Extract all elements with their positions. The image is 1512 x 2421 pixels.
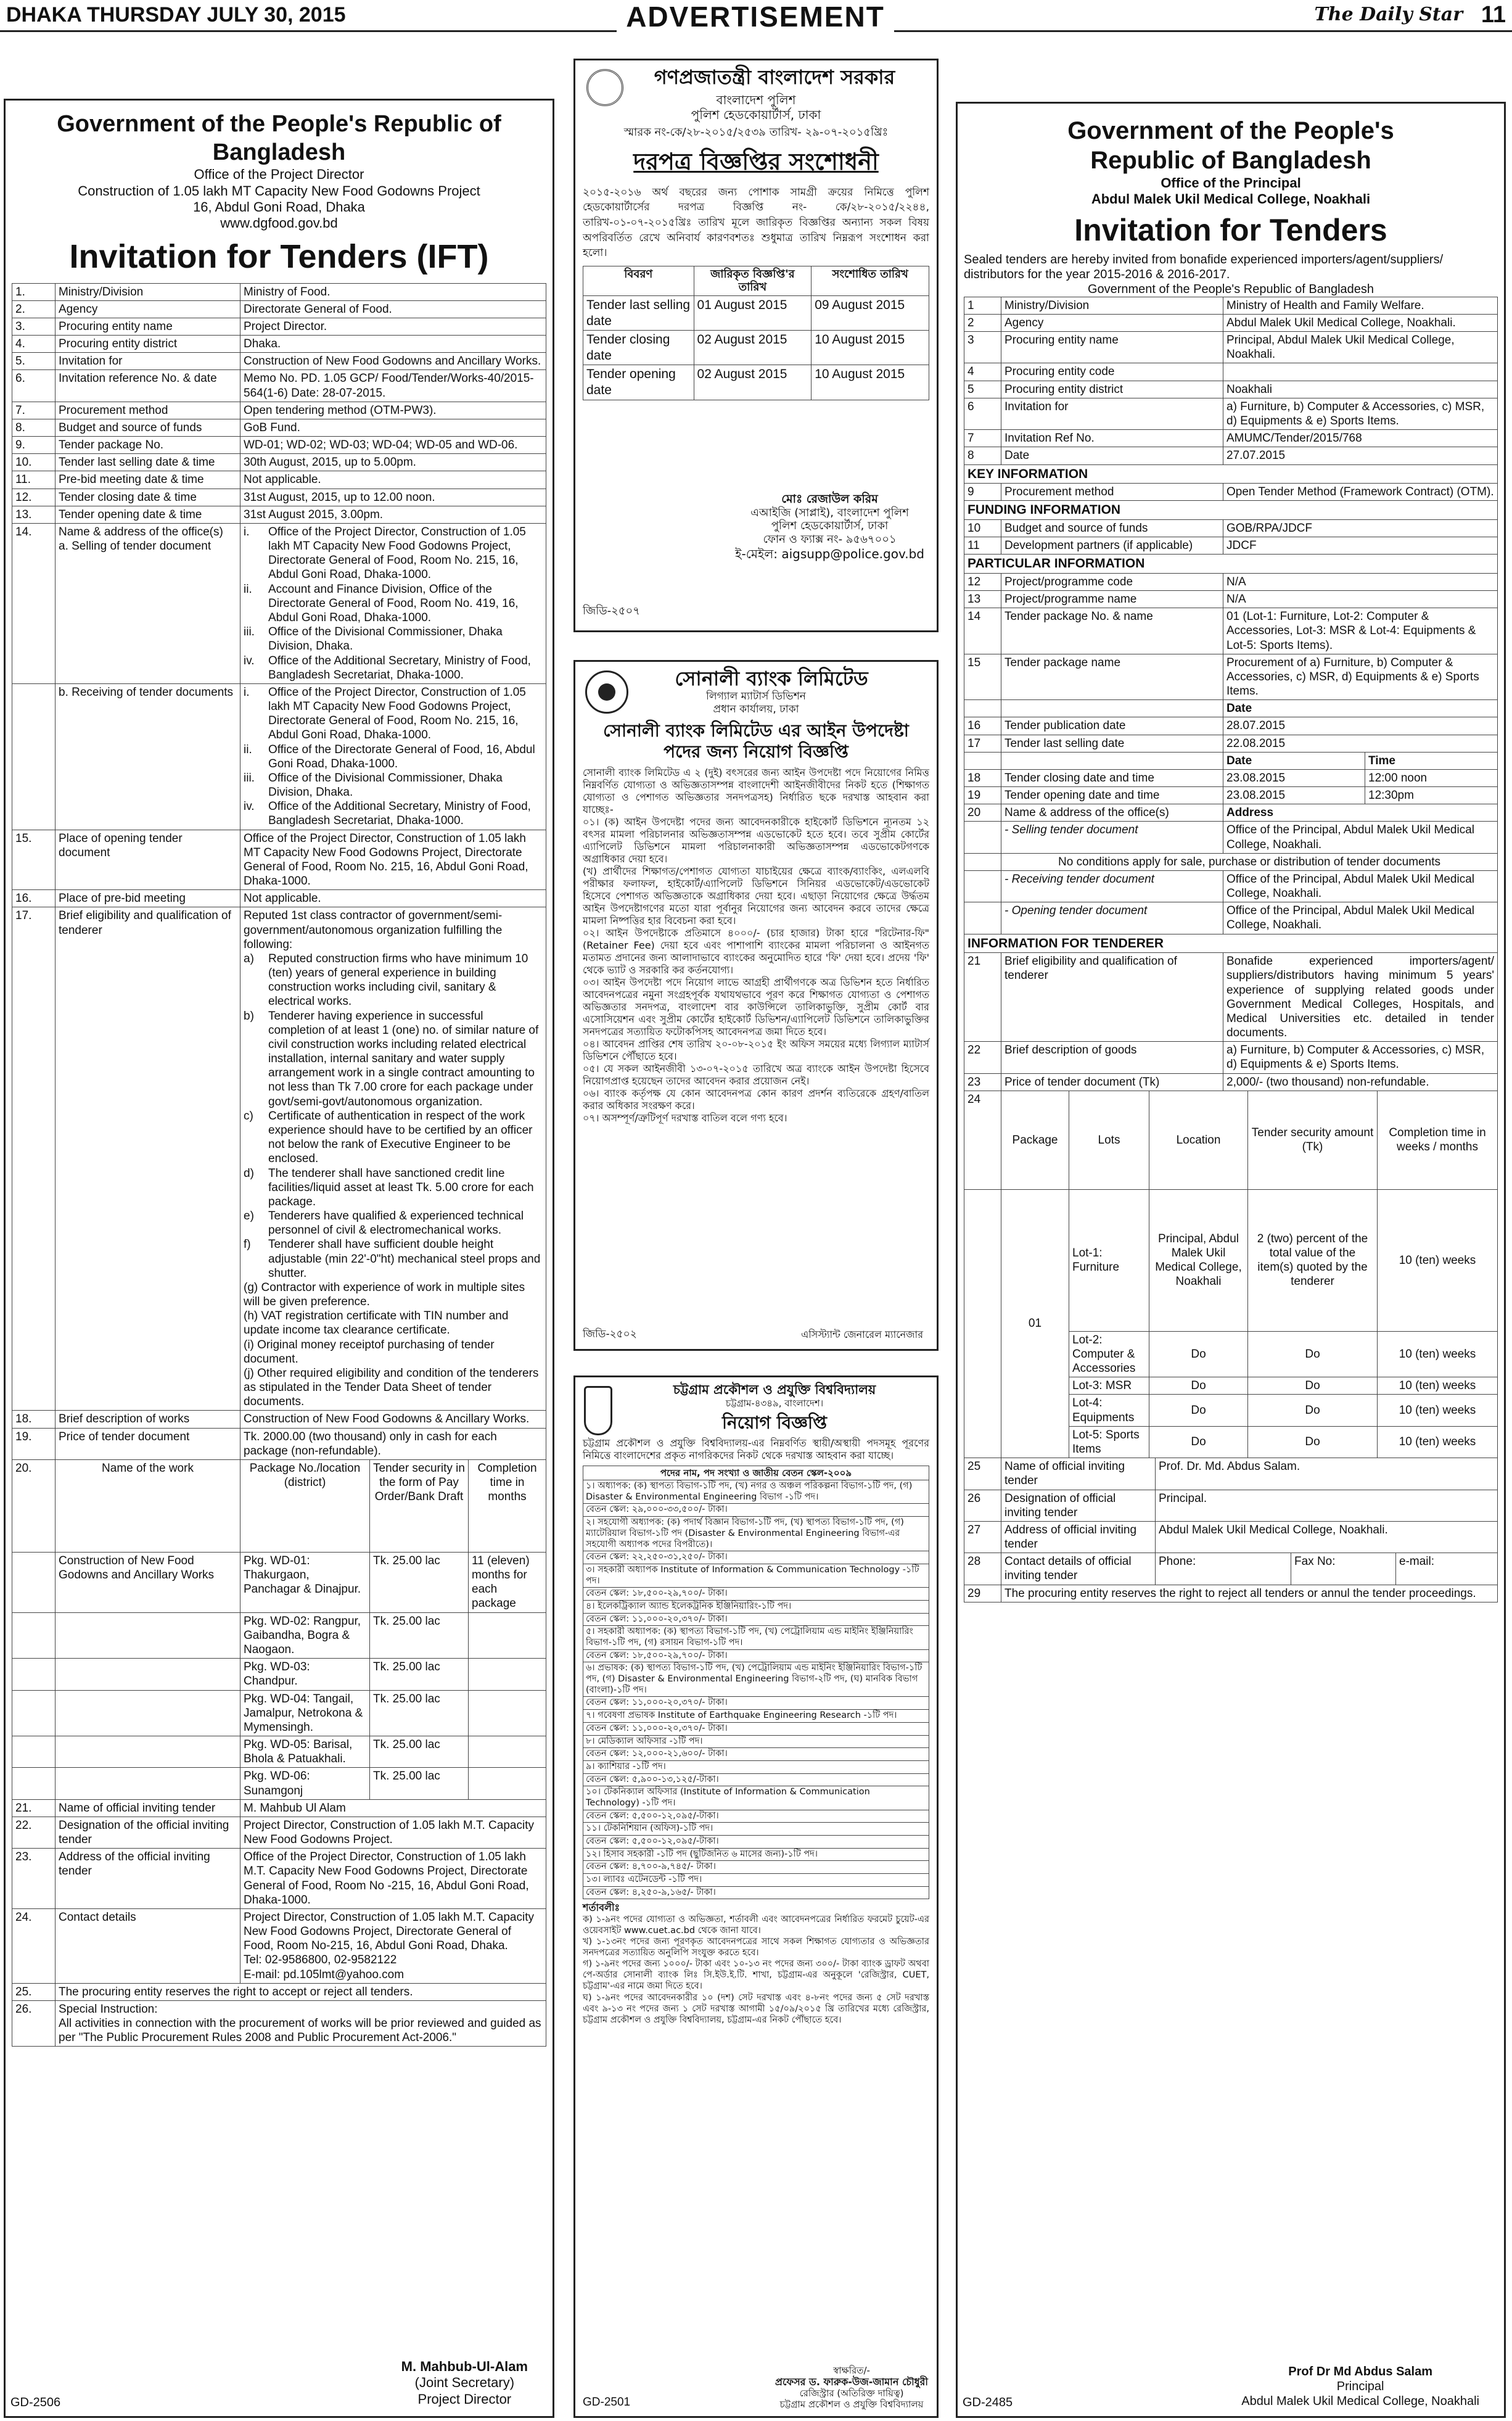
- masthead: [0, 0, 1512, 32]
- table-row: 3 Procuring entity name Principal, Abdul Malek Ukil Medical College, Noakhali.: [964, 332, 1498, 363]
- table-row: 8. Budget and source of funds GoB Fund.: [12, 419, 546, 436]
- table-row: বেতন স্কেল: ১১,০০০-২০,৩৭০/- টাকা।: [583, 1722, 929, 1735]
- table-row: Lot-4: Equipments Do Do 10 (ten) weeks: [964, 1395, 1498, 1426]
- table-row: ৫। সহকারী অধ্যাপক: (ক) স্থাপত্য বিভাগ-১টি পদ, (খ) পেট্রোলিয়াম এন্ড মাইনিং ইঞ্জিনিয়ারিং বিভাগ-১টি পদ, (গ) রসায়ন বিভাগ-১টি পদ।: [583, 1626, 929, 1649]
- list-item: ০৫। যে সকল আইনজীবী ১৩-০৭-২০১৫ তারিখে অত্র ব্যাংকে আইন উপদেষ্টা হিসেবে নিয়োগপ্রাপ্ত হয়েছেন তাদের আবেদন করার প্রয়োজন নেই।: [583, 1063, 929, 1087]
- table-row: 01 Lot-1: Furniture Principal, Abdul Malek Ukil Medical College, Noakhali 2 (two) percent of the total value of the item(s) quoted by the tenderer 10 (ten) weeks: [964, 1189, 1498, 1331]
- list-item: d) The tenderer shall have sanctioned credit line facilities/liquid asset at least Tk. 5.00 crore for each package.: [244, 1166, 534, 1208]
- section-header: KEY INFORMATION: [964, 464, 1498, 484]
- table-row: বেতন স্কেল: ৫,৯০০-১৩,১২৫/-টাকা।: [583, 1773, 929, 1786]
- ad-website: www.dgfood.gov.bd: [220, 215, 338, 231]
- table-row: 1. Ministry/Division Ministry of Food.: [12, 283, 546, 300]
- list-item: i. Office of the Project Director, Construction of 1.05 lakh MT Capacity New Food Godowns Project, Directorate General of Food, Room No. 215, 16, Abdul Goni Road, Dhaka-1000.: [244, 685, 526, 742]
- gd-number: GD-2506: [10, 2396, 61, 2409]
- page-number: 11: [1481, 2, 1506, 28]
- list-item: i. Office of the Project Director, Construction of 1.05 lakh MT Capacity New Food Godowns Project, Directorate General of Food, Room No. 215, 16, Abdul Goni Road, Dhaka-1000.: [244, 525, 526, 582]
- table-row: 19. Price of tender document Tk. 2000.00 (two thousand) only in cash for each package (non-refundable).: [12, 1428, 546, 1459]
- list-item: ii. Account and Finance Division, Office of the Directorate General of Food, Room No. 419, 16, Abdul Goni Road, Dhaka-1000.: [244, 582, 519, 624]
- table-row: বেতন স্কেল: ৫,৫০০-১২,০৯৫/-টাকা।: [583, 1836, 929, 1849]
- police-tender-amendment-ad: গণপ্রজাতন্ত্রী বাংলাদেশ সরকার বাংলাদেশ পুলিশ পুলিশ হেডকোয়ার্টার্স, ঢাকা স্মারক নং-কে/২৮-২০১৫/২৫৩৯ তারিখ- ২৯-০৭-২০১৫খ্রিঃ দরপত্র বিজ্ঞপ্তির সংশোধনী ২০১৫-২০১৬ অর্থ বছরের জন্য পোশাক সামগ্রী ক্রয়ের নিমিত্তে পুলিশ হেডকোয়ার্টার্সের দরপত্র বিজ্ঞপ্তি নং- কে/২৮-২০১৫/২২৪৪, তারিখ-০১-০৭-২০১৫খ্রিঃ তারিখ মূলে জারিকৃত বিজ্ঞপ্তির অন্যান্য সকল বিষয় অপরিবর্তিত রেখে অনিবার্য কারণবশতঃ শুধুমাত্র তারিখ নিম্নরূপ সংশোধন করা হলো। বিবরণ জারিকৃত বিজ্ঞপ্তি'র তারিখ সংশোধিত তারিখ Tender last selling date 01 August 2015 09 August 2015 Tender closing date 02 August 2015 10 August 2015 Tender opening date 02 August 2015 10 August 2015 মোঃ রেজাউল করিম এআইজি (সাপ্লাই), বাংলাদেশ পুলিশ পুলিশ হেডকোয়ার্টার্স, ঢাকা ফোন ও ফ্যাক্স নং- ৯৫৬৭০০১ ই-মেইল: aigsupp@police.gov.bd জিডি-২৫০৭: [573, 59, 939, 632]
- table-row: 17. Brief eligibility and qualification of tenderer Reputed 1st class contractor of government/semi-government/autonomous organization fulfilling the following: a) Reputed construction firms who have minimum 10 (ten) years of general experience in building construction works including civil, sanitary & electrical works. b) Tenderer having experience in successful completion of at least 1 (one) no. of similar nature of civil construction works including related electrical installation, internal sanitary and water supply arrangement work in a single contract amounting to not less than Tk 7.00 crore for each package under govt/semi-govt/autonomous organization. c) Certificate of authentication in respect of the work experience should have to be certified by an officer not below the rank of Executive Engineer to be enclosed. d) The tenderer shall have sanctioned credit line facilities/liquid asset at least Tk. 5.00 crore for each package. e) Tenderers have qualified & experienced technical personnel of civil & electromechanical works. f) Tenderer shall have sufficient double height adjustable (min 22'-0"ht) mechanical steel props and shutter. (g) Contractor with experience of work in multiple sites will be given preference. (h) VAT registration certificate with TIN number and update income tax clearance certificate. (i) Original money receiptof purchasing of tender document. (j) Other required eligibility and condition of the tenderers as stipulated in the Tender Data Sheet of tender documents.: [12, 907, 546, 1411]
- list-item: iii. Office of the Divisional Commissioner, Dhaka Division, Dhaka.: [244, 771, 503, 799]
- list-item: ii. Office of the Directorate General of Food, 16, Abdul Goni Road, Dhaka-1000.: [244, 743, 535, 770]
- list-item: ক) ১-৯নং পদের যোগ্যতা ও অভিজ্ঞতা, শর্তাবলী এবং আবেদনপত্রের নির্ধারিত ফরমেট চুয়েট-এর ওয়েবসাইট www.cuet.ac.bd থেকে জানা যাবে।: [583, 1914, 929, 1936]
- list-item: (j) Other required eligibility and condition of the tenderers as stipulated in the Tender Data Sheet of tender documents.: [244, 1366, 539, 1409]
- list-item: (খ) প্রার্থীদের শিক্ষাগত/পেশাগত যোগ্যতা যাচাইয়ের ক্ষেত্রে ব্যাংক/ব্যাংকিং, এলএলবি পরীক্ষার ফলাফল, হাইকোর্ট/এ্যাপিলেট ডিভিশনে সিনিয়র এডভোকেট/এডভোকেট হিসেবে পেশাগত অভিজ্ঞতাকে অগ্রাধিকার দেয়া হবে। এছাড়া নিয়োগের ক্ষেত্রে উর্দ্ধতম আইন উপদেষ্টাগণের মতো যারা পূর্বানুর নিয়োগের জন্য আবেদন করবে তাদের ক্ষেত্রে মামলা নিষ্পত্তির হার বিবেচনা করা হবে।: [583, 865, 929, 927]
- table-row: Tender last selling date 01 August 2015 09 August 2015: [583, 295, 929, 330]
- list-item: ঘ) ১-৯নং পদের আবেদনকারীর ১০ (দশ) সেট দরখাস্ত এবং ৪-৮নং পদের জন্য ৫ সেট দরখাস্ত এবং ৯-১৩ নং পদের জন্য ১ সেট দরখাস্ত আগামী ১৫/০৯/২০১৫ খ্রি তারিখের মধ্যে রেজিস্ট্রার, চট্টগ্রাম প্রকৌশল ও প্রযুক্তি বিশ্ববিদ্যালয়, চট্টগ্রাম-এর নিকট পৌঁছাতে হবে।: [583, 1992, 929, 2025]
- list-item: গ) ১-৯নং পদের জন্য ১০০০/- টাকা এবং ১০-১৩ নং পদের জন্য ৩০০/- টাকা ব্যাংক ড্রাফট অথবা পে-অর্ডার সোনালী ব্যাংক লিঃ সি.ইউ.ই.টি. শাখা, চট্টগ্রাম-এর অনুকূলে 'রেজিস্ট্রার, CUET, চট্টগ্রাম'-এর নামে জমা দিতে হবে।: [583, 1959, 929, 1992]
- table-row: 3. Procuring entity name Project Director.: [12, 318, 546, 335]
- list-item: (g) Contractor with experience of work in multiple sites will be given preference.: [244, 1281, 525, 1309]
- table-row: ৪। ইলেকট্রিক্যাল অ্যান্ড ইলেকট্রনিক ইঞ্জিনিয়ারিং-১টি পদ।: [583, 1600, 929, 1613]
- table-row: 14. Name & address of the office(s) a. Selling of tender document i. Office of the Project Director, Construction of 1.05 lakh MT Capacity New Food Godowns Project, Directorate General of Food, Room No. 215, 16, Abdul Goni Road, Dhaka-1000. ii. Account and Finance Division, Office of the Directorate General of Food, Room No. 419, 16, Abdul Goni Road, Dhaka-1000. iii. Office of the Divisional Commissioner, Dhaka Division, Dhaka. iv. Office of the Additional Secretary, Ministry of Food, Bangladesh Secretariat, Dhaka-1000.: [12, 523, 546, 683]
- table-row: ১৩। ল্যাবঃ এটেনডেন্ট -১টি পদ।: [583, 1874, 929, 1887]
- ift-table: 1 Ministry/Division Ministry of Health and Family Welfare. 2 Agency Abdul Malek Ukil Medical College, Noakhali. 3 Procuring entity name Principal, Abdul Malek Ukil Medical College, Noakhali. 4 Procuring entity code 5 Procuring entity district Noakhali 6 Invitation for a) Furniture, b) Computer & Accessories, c) MSR, d) Equipments & e) Sports Items. 7 Invitation Ref No. AMUMC/Tender/2015/768 8 Date 27.07.2015 KEY INFORMATION 9 Procurement method Open Tender Method (Framework Contract) (OTM). FUNDING INFORMATION 10 Budget and source of funds GOB/RPA/JDCF 11 Development partners (if applicable) JDCF PARTICULAR INFORMATION 12 Project/programme code N/A 13 Project/programme name N/A 14 Tender package No. & name 01 (Lot-1: Furniture, Lot-2: Computer & Accessories, Lot-3: MSR & Lot-4: Equipments & Lot-5: Sports Items). 15 Tender package name Procurement of a) Furniture, b) Computer & Accessories, c) MSR, d) Equipments & e) Sports Items. Date 16 Tender publication date 28.07.2015 17 Tender last selling date 22.08.2015 Date Time 18 Tender closing date and time 23.08.2015 12:00 noon 19 Tender opening date and time 23.08.2015 12:30pm 20 Name & address of the office(s) Address - Selling tender document Office of the Principal, Abdul Malek Ukil Medical College, Noakhali. No conditions apply for sale, purchase or distribution of tender documents - Receiving tender document Office of the Principal, Abdul Malek Ukil Medical College, Noakhali. - Opening tender document Office of the Principal, Abdul Malek Ukil Medical College, Noakhali. INFORMATION FOR TENDERER 21 Brief eligibility and qualification of tenderer Bonafide experienced importers/agent/ suppliers/distributors having minimum 5 years' experience of supplying related goods under Government Medical Colleges, Hospitals, and Medical Universities etc. detailed in tender documents. 22 Brief description of goods a) Furniture, b) Computer & Accessories, c) MSR, d) Equipments & e) Sports Items. 23 Price of tender document (Tk) 2,000/- (two thousand) non-refundable.: [964, 297, 1498, 1091]
- date-table: বিবরণ জারিকৃত বিজ্ঞপ্তি'র তারিখ সংশোধিত তারিখ Tender last selling date 01 August 2015 09 August 2015 Tender closing date 02 August 2015 10 August 2015 Tender opening date 02 August 2015 10 August 2015: [583, 266, 929, 400]
- table-row: ২। সহযোগী অধ্যাপক: (ক) পদার্থ বিজ্ঞান বিভাগ-১টি পদ, (খ) স্থাপত্য বিভাগ-১টি পদ, (গ) ম্যাটেরিয়াল বিভাগ-১টি পদ (Disaster & Environmental Engineering বিভাগ-এর সহযোগী অধ্যাপক পদের বিপরীতে)।: [583, 1517, 929, 1551]
- list-item: c) Certificate of authentication in respect of the work experience should have to be certified by an officer not below the rank of Executive Engineer to be enclosed.: [244, 1109, 533, 1166]
- table-row: ৯। ক্যাশিয়ার -১টি পদ।: [583, 1760, 929, 1773]
- list-item: iii. Office of the Divisional Commissioner, Dhaka Division, Dhaka.: [244, 625, 503, 653]
- section-title: ADVERTISEMENT: [617, 0, 894, 34]
- list-item: ০৪। আবেদন প্রাপ্তির শেষ তারিখ ২০-০৮-২০১৫ ইং অফিস সময়ের মধ্যে লিগ্যাল ম্যাটার্স ডিভিশনে পৌঁছাতে হবে।: [583, 1038, 929, 1063]
- table-row: ৮। মেডিক্যাল অফিসার -১টি পদ।: [583, 1735, 929, 1748]
- table-row: 7. Procurement method Open tendering method (OTM-PW3).: [12, 402, 546, 419]
- table-row: 2 Agency Abdul Malek Ukil Medical College, Noakhali.: [964, 314, 1498, 331]
- table-row: ১০। টেকনিক্যাল অফিসার (Institute of Information & Communication Technology) -১টি পদ।: [583, 1786, 929, 1810]
- list-item: ০৬। ব্যাংক কর্তৃপক্ষ যে কোন আবেদনপত্র কোন কারণ প্রদর্শন ব্যতিরেকে গ্রহণ/বাতিল করার অধিকার সংরক্ষণ করে।: [583, 1087, 929, 1112]
- table-row: 1 Ministry/Division Ministry of Health and Family Welfare.: [964, 297, 1498, 314]
- table-row: Lot-2: Computer & Accessories Do Do 10 (ten) weeks: [964, 1331, 1498, 1377]
- table-row: বেতন স্কেল: ১৮,৫০০-২৯,৭০০/- টাকা।: [583, 1588, 929, 1601]
- table-row: 2. Agency Directorate General of Food.: [12, 300, 546, 318]
- table-row: b. Receiving of tender documents i. Office of the Project Director, Construction of 1.05 lakh MT Capacity New Food Godowns Project, Directorate General of Food, Room No. 215, 16, Abdul Goni Road, Dhaka-1000. ii. Office of the Directorate General of Food, 16, Abdul Goni Road, Dhaka-1000. iii. Office of the Divisional Commissioner, Dhaka Division, Dhaka. iv. Office of the Additional Secretary, Ministry of Food, Bangladesh Secretariat, Dhaka-1000.: [12, 683, 546, 830]
- ift-table: [12, 283, 546, 1460]
- lot-table: 24 Package Lots Location Tender security amount (Tk) Completion time in weeks / months 01 Lot-1: Furniture Principal, Abdul Malek Ukil Medical College, Noakhali 2 (two) percent of the total value of the item(s) quoted by the tenderer 10 (ten) weeks Lot-2: Computer & Accessories Do Do 10 (ten) weeks Lot-3: MSR Do Do 10 (ten) weeks Lot-4: Equipments Do Do 10 (ten) weeks Lot-5: Sports Items Do Do 10 (ten) weeks: [964, 1091, 1498, 1458]
- work-package-table: [12, 1459, 546, 1800]
- table-row: 15. Place of opening tender document Office of the Project Director, Construction of 1.05 lakh MT Capacity New Food Godowns Project, Directorate General of Food, Room No. 215, 16, Abdul Goni Road, Dhaka-1000.: [12, 830, 546, 890]
- table-row: 12. Tender closing date & time 31st August, 2015, up to 12.00 noon.: [12, 489, 546, 506]
- table-row: 10. Tender last selling date & time 30th August, 2015, up to 5.00pm.: [12, 454, 546, 471]
- table-row: 24. Contact details Project Director, Construction of 1.05 lakh M.T. Capacity New Food Godowns Project, Directorate General of Food, Room No-215, 16, Abdul Goni Road, Dhaka. Tel: 02-9586800, 02-9582122 E-mail: pd.105lmt@yahoo.com: [12, 1908, 546, 1983]
- signature-block: M. Mahbub-Ul-Alam (Joint Secretary) Project Director: [401, 2358, 528, 2407]
- signature-block: মোঃ রেজাউল করিম এআইজি (সাপ্লাই), বাংলাদেশ পুলিশ পুলিশ হেডকোয়ার্টার্স, ঢাকা ফোন ও ফ্যাক্স নং- ৯৫৬৭০০১ ই-মেইল: aigsupp@police.gov.bd: [735, 492, 924, 561]
- table-row: বেতন স্কেল: ১২,০০০-২১,৬০০/- টাকা।: [583, 1748, 929, 1761]
- table-row: Lot-3: MSR Do Do 10 (ten) weeks: [964, 1377, 1498, 1395]
- medical-college-ift-ad: Government of the People's Republic of Bangladesh Office of the Principal Abdul Malek Ukil Medical College, Noakhali Invitation for Tenders Sealed tenders are hereby invited from bonafide experienced importers/agent/suppliers/ distributors for the year 2015-2016 & 2016-2017. Government of the People's Republic of Bangladesh 1 Ministry/Division Ministry of Health and Family Welfare. 2 Agency Abdul Malek Ukil Medical College, Noakhali. 3 Procuring entity name Principal, Abdul Malek Ukil Medical College, Noakhali. 4 Procuring entity code 5 Procuring entity district Noakhali 6 Invitation for a) Furniture, b) Computer & Accessories, c) MSR, d) Equipments & e) Sports Items. 7 Invitation Ref No. AMUMC/Tender/2015/768 8 Date 27.07.2015 KEY INFORMATION 9 Procurement method Open Tender Method (Framework Contract) (OTM). FUNDING INFORMATION 10 Budget and source of funds GOB/RPA/JDCF 11 Development partners (if applicable) JDCF PARTICULAR INFORMATION 12 Project/programme code N/A 13 Project/programme name N/A 14 Tender package No. & name 01 (Lot-1: Furniture, Lot-2: Computer & Accessories, Lot-3: MSR & Lot-4: Equipments & Lot-5: Sports Items). 15 Tender package name Procurement of a) Furniture, b) Computer & Accessories, c) MSR, d) Equipments & e) Sports Items. Date 16 Tender publication date 28.07.2015 17 Tender last selling date 22.08.2015 Date Time 18 Tender closing date and time 23.08.2015 12:00 noon 19 Tender opening date and time 23.08.2015 12:30pm 20 Name & address of the office(s) Address - Selling tender document Office of the Principal, Abdul Malek Ukil Medical College, Noakhali. No conditions apply for sale, purchase or distribution of tender documents - Receiving tender document Office of the Principal, Abdul Malek Ukil Medical College, Noakhali. - Opening tender document Office of the Principal, Abdul Malek Ukil Medical College, Noakhali. INFORMATION FOR TENDERER 21 Brief eligibility and qualification of tenderer Bonafide experienced importers/agent/ suppliers/distributors having minimum 5 years' experience of supplying related goods under Government Medical Colleges, Hospitals, and Medical Universities etc. detailed in tender documents. 22 Brief description of goods a) Furniture, b) Computer & Accessories, c) MSR, d) Equipments & e) Sports Items. 23 Price of tender document (Tk) 2,000/- (two thousand) non-refundable. 24 Package Lots Location Tender security amount (Tk) Completion time in weeks / months 01 Lot-1: Furniture Principal, Abdul Malek Ukil Medical College, Noakhali 2 (two) percent of the total value of the item(s) quoted by the tenderer 10 (ten) weeks Lot-2: Computer & Accessories Do Do 10 (ten) weeks Lot-3: MSR Do Do 10 (ten) weeks Lot-4: Equipments Do Do 10 (ten) weeks Lot-5: Sports Items Do Do 10 (ten) weeks 25 Name of official inviting tender Prof. Dr. Md. Abdus Salam. 26 Designation of official inviting tender Principal. 27 Address of official inviting tender Abdul Malek Ukil Medical College, Noakhali. 28 Contact details of official inviting tender Phone: Fax No: e-mail: 29 The procuring entity reserves the right to reject all tenders or annul the tender proceedings. Prof Dr Md Abdus Salam Principal Abdul Malek Ukil Medical College, Noakhali GD-2485: [956, 102, 1506, 2418]
- table-row: বেতন স্কেল: ৫,৫০০-১২,০৯৫/-টাকা।: [583, 1810, 929, 1823]
- table-row: 13. Tender opening date & time 31st August 2015, 3.00pm.: [12, 506, 546, 523]
- table-row: 21. Name of official inviting tender M. Mahbub Ul Alam: [12, 1799, 546, 1817]
- table-row: 23. Address of the official inviting tender Office of the Project Director, Construction of 1.05 lakh M.T. Capacity New Food Godowns Project, Directorate General of Food, Room No -215, 16, Abdul Goni Road, Dhaka-1000.: [12, 1849, 546, 1909]
- table-row: Pkg. WD-02: Rangpur, Gaibandha, Bogra & Naogaon. Tk. 25.00 lac: [12, 1612, 546, 1659]
- table-row: ৭। গবেষণা প্রভাষক Institute of Earthquake Engineering Research -১টি পদ।: [583, 1710, 929, 1723]
- table-row: ৩। সহকারী অধ্যাপক Institute of Information & Communication Technology -১টি পদ।: [583, 1564, 929, 1587]
- list-item: খ) ১-১৩নং পদের জন্য পূরণকৃত আবেদনপত্রের সাথে সকল শিক্ষাগত যোগ্যতার ও অভিজ্ঞতার সনদপত্রের সত্যায়িত অনুলিপি সংযুক্ত করতে হবে।: [583, 1936, 929, 1958]
- ad-title: Invitation for Tenders (IFT): [69, 237, 489, 275]
- table-row: ১২। হিসাব সহকারী -১টি পদ (ছুটিজনিত ৬ মাসের জন্য)-১টি পদ।: [583, 1848, 929, 1861]
- table-row: 4. Procuring entity district Dhaka.: [12, 336, 546, 353]
- cuet-logo-icon: [584, 1386, 612, 1435]
- list-item: iv. Office of the Additional Secretary, Ministry of Food, Bangladesh Secretariat, Dhaka-1000.: [244, 800, 531, 828]
- table-row: 5 Procuring entity district Noakhali: [964, 381, 1498, 398]
- table-row: 6. Invitation reference No. & date Memo No. PD. 1.05 GCP/ Food/Tender/Works-40/2015-564(1-6) Date: 28-07-2015.: [12, 370, 546, 402]
- table-row: বেতন স্কেল: ১৮,৫০০-২৯,৭০০/- টাকা।: [583, 1649, 929, 1662]
- table-row: 18. Brief description of works Construction of New Food Godowns & Ancillary Works.: [12, 1411, 546, 1428]
- table-row: Pkg. WD-05: Barisal, Bhola & Patuakhali. Tk. 25.00 lac: [12, 1736, 546, 1768]
- table-row: 11. Pre-bid meeting date & time Not applicable.: [12, 471, 546, 489]
- table-row: 4 Procuring entity code: [964, 363, 1498, 381]
- ad-address: 16, Abdul Goni Road, Dhaka: [193, 199, 365, 215]
- list-item: ০২। আইন উপদেষ্টাকে প্রতিমাসে ৪০০০/- (চার হাজার) টাকা হারে "রিটেনার-ফি" (Retainer Fee) দেয়া হবে এবং পাশাপাশি ব্যাংকের মামলা পরিচালনা ও আইনগত মতামত প্রদানের জন্য আলাদাভাবে ব্যাংকের অনুমোদিত হারে 'ফি' দেয়া হবে। প্রদেয় 'ফি' থেকে ভ্যাট ও সরকারি কর কর্তনযোগ্য।: [583, 927, 929, 976]
- list-item: (h) VAT registration certificate with TIN number and update income tax clearance certificate.: [244, 1309, 509, 1337]
- table-row: 7 Invitation Ref No. AMUMC/Tender/2015/768: [964, 430, 1498, 447]
- list-item: f) Tenderer shall have sufficient double height adjustable (min 22'-0"ht) mechanical steel props and shutter.: [244, 1238, 541, 1280]
- list-item: a) Reputed construction firms who have minimum 10 (ten) years of general experience in building construction works including civil, sanitary & electrical works.: [244, 952, 528, 1008]
- table-row: ১১। টেকনিশিয়ান (অফিস)-১টি পদ।: [583, 1823, 929, 1836]
- table-row: Pkg. WD-06: Sunamgonj Tk. 25.00 lac: [12, 1768, 546, 1799]
- table-row: Construction of New Food Godowns and Ancillary Works Pkg. WD-01: Thakurgaon, Panchagar & Dinajpur. Tk. 25.00 lac 11 (eleven) months for each package: [12, 1552, 546, 1612]
- cuet-recruitment-ad: চট্টগ্রাম প্রকৌশল ও প্রযুক্তি বিশ্ববিদ্যালয় চট্টগ্রাম-৪৩৪৯, বাংলাদেশ। নিয়োগ বিজ্ঞপ্তি চট্টগ্রাম প্রকৌশল ও প্রযুক্তি বিশ্ববিদ্যালয়-এর নিম্নবর্ণিত স্থায়ী/অস্থায়ী পদসমূহ পূরণের নিমিত্তে বাংলাদেশের প্রকৃত নাগরিকদের নিকট থেকে দরখাস্ত আহবান করা যাচ্ছে। পদের নাম, পদ সংখ্যা ও জাতীয় বেতন স্কেল-২০০৯ ১। অধ্যাপক: (ক) স্থাপত্য বিভাগ-১টি পদ, (খ) নগর ও অঞ্চল পরিকল্পনা বিভাগ-১টি পদ, (গ) Disaster & Environmental Engineering বিভাগ -১টি পদ। বেতন স্কেল: ২৯,০০০-৩৩,৫০০/- টাকা। ২। সহযোগী অধ্যাপক: (ক) পদার্থ বিজ্ঞান বিভাগ-১টি পদ, (খ) স্থাপত্য বিভাগ-১টি পদ, (গ) ম্যাটেরিয়াল বিভাগ-১টি পদ (Disaster & Environmental Engineering বিভাগ-এর সহযোগী অধ্যাপক পদের বিপরীতে)। বেতন স্কেল: ২২,২৫০-৩১,২৫০/- টাকা। ৩। সহকারী অধ্যাপক Institute of Information & Communication Technology -১টি পদ। বেতন স্কেল: ১৮,৫০০-২৯,৭০০/- টাকা। ৪। ইলেকট্রিক্যাল অ্যান্ড ইলেকট্রনিক ইঞ্জিনিয়ারিং-১টি পদ। বেতন স্কেল: ১১,০০০-২০,৩৭০/- টাকা। ৫। সহকারী অধ্যাপক: (ক) স্থাপত্য বিভাগ-১টি পদ, (খ) পেট্রোলিয়াম এন্ড মাইনিং ইঞ্জিনিয়ারিং বিভাগ-১টি পদ, (গ) রসায়ন বিভাগ-১টি পদ। বেতন স্কেল: ১৮,৫০০-২৯,৭০০/- টাকা। ৬। প্রভাষক: (ক) স্থাপত্য বিভাগ-১টি পদ, (খ) পেট্রোলিয়াম এন্ড মাইনিং ইঞ্জিনিয়ারিং বিভাগ-১টি পদ, (গ) Disaster & Environmental Engineering বিভাগ-২টি পদ, (ঘ) মানবিক বিভাগ (বাংলা)-১টি পদ। বেতন স্কেল: ১১,০০০-২০,৩৭০/- টাকা। ৭। গবেষণা প্রভাষক Institute of Earthquake Engineering Research -১টি পদ। বেতন স্কেল: ১১,০০০-২০,৩৭০/- টাকা। ৮। মেডিক্যাল অফিসার -১টি পদ। বেতন স্কেল: ১২,০০০-২১,৬০০/- টাকা। ৯। ক্যাশিয়ার -১টি পদ। বেতন স্কেল: ৫,৯০০-১৩,১২৫/-টাকা। ১০। টেকনিক্যাল অফিসার (Institute of Information & Communication Technology) -১টি পদ। বেতন স্কেল: ৫,৫০০-১২,০৯৫/-টাকা। ১১। টেকনিশিয়ান (অফিস)-১টি পদ। বেতন স্কেল: ৫,৫০০-১২,০৯৫/-টাকা। ১২। হিসাব সহকারী -১টি পদ (ছুটিজনিত ৬ মাসের জন্য)-১টি পদ। বেতন স্কেল: ৪,৭০০-৯,৭৪৫/- টাকা। ১৩। ল্যাবঃ এটেনডেন্ট -১টি পদ। বেতন স্কেল: ৪,২৫০-৯,১৬৫/- টাকা। শর্তাবলীঃ ক) ১-৯নং পদের যোগ্যতা ও অভিজ্ঞতা, শর্তাবলী এবং আবেদনপত্রের নির্ধারিত ফরমেট চুয়েট-এর ওয়েবসাইট www.cuet.ac.bd থেকে জানা যাবে। খ) ১-১৩নং পদের জন্য পূরণকৃত আবেদনপত্রের সাথে সকল শিক্ষাগত যোগ্যতার ও অভিজ্ঞতার সনদপত্রের সত্যায়িত অনুলিপি সংযুক্ত করতে হবে। গ) ১-৯নং পদের জন্য ১০০০/- টাকা এবং ১০-১৩ নং পদের জন্য ৩০০/- টাকা ব্যাংক ড্রাফট অথবা পে-অর্ডার সোনালী ব্যাংক লিঃ সি.ইউ.ই.টি. শাখা, চট্টগ্রাম-এর অনুকূলে 'রেজিস্ট্রার, CUET, চট্টগ্রাম'-এর নামে জমা দিতে হবে। ঘ) ১-৯নং পদের আবেদনকারীর ১০ (দশ) সেট দরখাস্ত এবং ৪-৮নং পদের জন্য ৫ সেট দরখাস্ত এবং ৯-১৩ নং পদের জন্য ১ সেট দরখাস্ত আগামী ১৫/০৯/২০১৫ খ্রি তারিখের মধ্যে রেজিস্ট্রার, চট্টগ্রাম প্রকৌশল ও প্রযুক্তি বিশ্ববিদ্যালয়, চট্টগ্রাম-এর নিকট পৌঁছাতে হবে। স্বাক্ষরিত/- প্রফেসর ড. ফারুক-উজ-জামান চৌধুরী রেজিস্ট্রার (অতিরিক্ত দায়িত্ব) চট্টগ্রাম প্রকৌশল ও প্রযুক্তি বিশ্ববিদ্যালয় GD-2501: [573, 1375, 939, 2418]
- list-item: e) Tenderers have qualified & experienced technical personnel of civil & electromechanical works.: [244, 1210, 524, 1237]
- table-row: 9. Tender package No. WD-01; WD-02; WD-03; WD-04; WD-05 and WD-06.: [12, 437, 546, 454]
- table-row: 26. Special Instruction: All activities in connection with the procurement of works will be prior reviewed and guided as per "The Public Procurement Rules 2008 and Public Procurement Act-2006.": [12, 2000, 546, 2047]
- sonali-bank-recruitment-ad: সোনালী ব্যাংক লিমিটেড লিগ্যাল ম্যাটার্স ডিভিশন প্রধান কার্যালয়, ঢাকা সোনালী ব্যাংক লিমিটেড এর আইন উপদেষ্টা পদের জন্য নিয়োগ বিজ্ঞপ্তি সোনালী ব্যাংক লিমিটেড এ ২ (দুই) বৎসরের জন্য আইন উপদেষ্টা পদে নিয়োগের নিমিত্ত নিম্নবর্ণিত যোগ্যতা ও অভিজ্ঞতাসম্পন্ন বাংলাদেশী আইনজীবীদের নিকট হতে (শিক্ষাগত যোগ্যতা ও পেশাগত অভিজ্ঞতার সনদপত্রসহ) নির্ধারিত ছকে দরখাস্ত আহবান করা যাচ্ছেঃ- ০১। (ক) আইন উপদেষ্টা পদের জন্য আবেদনকারীকে হাইকোর্ট ডিভিশনে ন্যূনতম ১২ বৎসর মামলা পরিচালনার অভিজ্ঞতাসম্পন্ন এডভোকেট হতে হবে। তবে সুপ্রীম কোর্টের এ্যাপিলেট ডিভিশনে মামলা পরিচালনাকারী অভিজ্ঞতাসম্পন্ন এডভোকেটগণকে অগ্রাধিকার দেয়া হবে। (খ) প্রার্থীদের শিক্ষাগত/পেশাগত যোগ্যতা যাচাইয়ের ক্ষেত্রে ব্যাংক/ব্যাংকিং, এলএলবি পরীক্ষার ফলাফল, হাইকোর্ট/এ্যাপিলেট ডিভিশনে সিনিয়র এডভোকেট/এডভোকেট হিসেবে পেশাগত অভিজ্ঞতাকে অগ্রাধিকার দেয়া হবে। এছাড়া নিয়োগের ক্ষেত্রে উর্দ্ধতম আইন উপদেষ্টাগণের মতো যারা পূর্বানুর নিয়োগের জন্য আবেদন করবে তাদের ক্ষেত্রে মামলা নিষ্পত্তির হার বিবেচনা করা হবে। ০২। আইন উপদেষ্টাকে প্রতিমাসে ৪০০০/- (চার হাজার) টাকা হারে "রিটেনার-ফি" (Retainer Fee) দেয়া হবে এবং পাশাপাশি ব্যাংকের মামলা পরিচালনা ও আইনগত মতামত প্রদানের জন্য আলাদাভাবে ব্যাংকের অনুমোদিত হারে 'ফি' দেয়া হবে। প্রদেয় 'ফি' থেকে ভ্যাট ও সরকারি কর কর্তনযোগ্য। ০৩। আইন উপদেষ্টা পদে নিয়োগ লাভে আগ্রহী প্রার্থীগণকে অত্র ডিভিশন হতে নির্ধারিত আবেদনপত্রের নমুনা সংগ্রহপূর্বক যথাযথভাবে পূরণ করে শিক্ষাগত যোগ্যতা ও পেশাগত অভিজ্ঞতার সনদপত্র, বাংলাদেশ বার কাউন্সিলে তালিকাভুক্তি, সুপ্রীম কোর্ট বার এসোসিয়েশন এবং সুপ্রীম কোর্টের হাইকোর্ট ডিভিশন/এ্যাপিলেট ডিভিশনে তালিকাভুক্তির সনদপত্রের সত্যায়িত ফটোকপিসহ আবেদনপত্র জমা দিতে হবে। ০৪। আবেদন প্রাপ্তির শেষ তারিখ ২০-০৮-২০১৫ ইং অফিস সময়ের মধ্যে লিগ্যাল ম্যাটার্স ডিভিশনে পৌঁছাতে হবে। ০৫। যে সকল আইনজীবী ১৩-০৭-২০১৫ তারিখে অত্র ব্যাংকে আইন উপদেষ্টা হিসেবে নিয়োগপ্রাপ্ত হয়েছেন তাদের আবেদন করার প্রয়োজন নেই। ০৬। ব্যাংক কর্তৃপক্ষ যে কোন আবেদনপত্র কোন কারণ প্রদর্শন ব্যতিরেকে গ্রহণ/বাতিল করার অধিকার সংরক্ষণ করে। ০৭। অসম্পূর্ণ/ত্রুটিপূর্ণ দরখাস্ত বাতিল বলে গণ্য হবে। এসিস্ট্যান্ট জেনারেল ম্যানেজার জিডি-২৫০২: [573, 660, 939, 1351]
- list-item: ০১। (ক) আইন উপদেষ্টা পদের জন্য আবেদনকারীকে হাইকোর্ট ডিভিশনে ন্যূনতম ১২ বৎসর মামলা পরিচালনার অভিজ্ঞতাসম্পন্ন এডভোকেট হতে হবে। তবে সুপ্রীম কোর্টের এ্যাপিলেট ডিভিশনে মামলা পরিচালনাকারী অভিজ্ঞতাসম্পন্ন এডভোকেটগণকে অগ্রাধিকার দেয়া হবে।: [583, 816, 929, 865]
- food-godown-ift-ad: [4, 99, 554, 2418]
- list-item: b) Tenderer having experience in successful completion of at least 1 (one) no. of similar nature of civil construction works including related electrical installation, internal sanitary and water supply arrangement work in a single contract amounting to not less than Tk 7.00 crore for each package under govt/semi-govt/autonomous organization.: [244, 1009, 539, 1108]
- table-row: ৬। প্রভাষক: (ক) স্থাপত্য বিভাগ-১টি পদ, (খ) পেট্রোলিয়াম এন্ড মাইনিং ইঞ্জিনিয়ারিং বিভাগ-১টি পদ, (গ) Disaster & Environmental Engineering বিভাগ-২টি পদ, (ঘ) মানবিক বিভাগ (বাংলা)-১টি পদ।: [583, 1662, 929, 1697]
- table-row: বেতন স্কেল: ৪,৭০০-৯,৭৪৫/- টাকা।: [583, 1861, 929, 1874]
- table-row: Lot-5: Sports Items Do Do 10 (ten) weeks: [964, 1426, 1498, 1458]
- list-item: iv. Office of the Additional Secretary, Ministry of Food, Bangladesh Secretariat, Dhaka-1000.: [244, 654, 531, 682]
- ad-office: Office of the Project Director: [194, 167, 364, 183]
- signature-block: স্বাক্ষরিত/- প্রফেসর ড. ফারুক-উজ-জামান চৌধুরী রেজিস্ট্রার (অতিরিক্ত দায়িত্ব) চট্টগ্রাম প্রকৌশল ও প্রযুক্তি বিশ্ববিদ্যালয়: [775, 2364, 928, 2410]
- list-item: ০৭। অসম্পূর্ণ/ত্রুটিপূর্ণ দরখাস্ত বাতিল বলে গণ্য হবে।: [583, 1112, 787, 1124]
- signature-block: Prof Dr Md Abdus Salam Principal Abdul Malek Ukil Medical College, Noakhali: [1241, 2365, 1479, 2408]
- table-row: 5. Invitation for Construction of New Food Godowns and Ancillary Works.: [12, 353, 546, 370]
- table-row: Tender closing date 02 August 2015 10 August 2015: [583, 331, 929, 365]
- table-row: 8 Date 27.07.2015: [964, 447, 1498, 464]
- table-row: 25. The procuring entity reserves the right to accept or reject all tenders.: [12, 1983, 546, 2000]
- table-row: Pkg. WD-04: Tangail, Jamalpur, Netrokona & Mymensingh. Tk. 25.00 lac: [12, 1690, 546, 1736]
- official-table: 25 Name of official inviting tender Prof. Dr. Md. Abdus Salam. 26 Designation of official inviting tender Principal. 27 Address of official inviting tender Abdul Malek Ukil Medical College, Noakhali. 28 Contact details of official inviting tender Phone: Fax No: e-mail: 29 The procuring entity reserves the right to reject all tenders or annul the tender proceedings.: [964, 1458, 1498, 1602]
- table-row: ১। অধ্যাপক: (ক) স্থাপত্য বিভাগ-১টি পদ, (খ) নগর ও অঞ্চল পরিকল্পনা বিভাগ-১টি পদ, (গ) Disaster & Environmental Engineering বিভাগ -১টি পদ।: [583, 1480, 929, 1504]
- table-row: বেতন স্কেল: ৪,২৫০-৯,১৬৫/- টাকা।: [583, 1886, 929, 1899]
- table-row: 20. Name of the work Package No./location (district) Tender security in the form of Pay Order/Bank Draft Completion time in months: [12, 1459, 546, 1552]
- table-row: বেতন স্কেল: ২২,২৫০-৩১,২৫০/- টাকা।: [583, 1551, 929, 1564]
- list-item: (i) Original money receiptof purchasing of tender document.: [244, 1338, 495, 1366]
- position-table: পদের নাম, পদ সংখ্যা ও জাতীয় বেতন স্কেল-২০০৯ ১। অধ্যাপক: (ক) স্থাপত্য বিভাগ-১টি পদ, (খ) নগর ও অঞ্চল পরিকল্পনা বিভাগ-১টি পদ, (গ) Disaster & Environmental Engineering বিভাগ -১টি পদ। বেতন স্কেল: ২৯,০০০-৩৩,৫০০/- টাকা। ২। সহযোগী অধ্যাপক: (ক) পদার্থ বিজ্ঞান বিভাগ-১টি পদ, (খ) স্থাপত্য বিভাগ-১টি পদ, (গ) ম্যাটেরিয়াল বিভাগ-১টি পদ (Disaster & Environmental Engineering বিভাগ-এর সহযোগী অধ্যাপক পদের বিপরীতে)। বেতন স্কেল: ২২,২৫০-৩১,২৫০/- টাকা। ৩। সহকারী অধ্যাপক Institute of Information & Communication Technology -১টি পদ। বেতন স্কেল: ১৮,৫০০-২৯,৭০০/- টাকা। ৪। ইলেকট্রিক্যাল অ্যান্ড ইলেকট্রনিক ইঞ্জিনিয়ারিং-১টি পদ। বেতন স্কেল: ১১,০০০-২০,৩৭০/- টাকা। ৫। সহকারী অধ্যাপক: (ক) স্থাপত্য বিভাগ-১টি পদ, (খ) পেট্রোলিয়াম এন্ড মাইনিং ইঞ্জিনিয়ারিং বিভাগ-১টি পদ, (গ) রসায়ন বিভাগ-১টি পদ। বেতন স্কেল: ১৮,৫০০-২৯,৭০০/- টাকা। ৬। প্রভাষক: (ক) স্থাপত্য বিভাগ-১টি পদ, (খ) পেট্রোলিয়াম এন্ড মাইনিং ইঞ্জিনিয়ারিং বিভাগ-১টি পদ, (গ) Disaster & Environmental Engineering বিভাগ-২টি পদ, (ঘ) মানবিক বিভাগ (বাংলা)-১টি পদ। বেতন স্কেল: ১১,০০০-২০,৩৭০/- টাকা। ৭। গবেষণা প্রভাষক Institute of Earthquake Engineering Research -১টি পদ। বেতন স্কেল: ১১,০০০-২০,৩৭০/- টাকা। ৮। মেডিক্যাল অফিসার -১টি পদ। বেতন স্কেল: ১২,০০০-২১,৬০০/- টাকা। ৯। ক্যাশিয়ার -১টি পদ। বেতন স্কেল: ৫,৯০০-১৩,১২৫/-টাকা। ১০। টেকনিক্যাল অফিসার (Institute of Information & Communication Technology) -১টি পদ। বেতন স্কেল: ৫,৫০০-১২,০৯৫/-টাকা। ১১। টেকনিশিয়ান (অফিস)-১টি পদ। বেতন স্কেল: ৫,৫০০-১২,০৯৫/-টাকা। ১২। হিসাব সহকারী -১টি পদ (ছুটিজনিত ৬ মাসের জন্য)-১টি পদ। বেতন স্কেল: ৪,৭০০-৯,৭৪৫/- টাকা। ১৩। ল্যাবঃ এটেনডেন্ট -১টি পদ। বেতন স্কেল: ৪,২৫০-৯,১৬৫/- টাকা।: [583, 1466, 929, 1900]
- table-row: Tender opening date 02 August 2015 10 August 2015: [583, 365, 929, 400]
- ad-project: Construction of 1.05 lakh MT Capacity New Food Godowns Project: [78, 183, 480, 199]
- table-row: বেতন স্কেল: ১১,০০০-২০,৩৭০/- টাকা।: [583, 1697, 929, 1710]
- table-row: বেতন স্কেল: ১১,০০০-২০,৩৭০/- টাকা।: [583, 1613, 929, 1626]
- table-row: 22. Designation of the official inviting tender Project Director, Construction of 1.05 lakh M.T. Capacity New Food Godowns Project.: [12, 1817, 546, 1848]
- issue-date: DHAKA THURSDAY JULY 30, 2015: [6, 3, 346, 27]
- ad-heading: Government of the People's Republic of Bangladesh: [57, 111, 501, 165]
- list-item: ০৩। আইন উপদেষ্টা পদে নিয়োগ লাভে আগ্রহী প্রার্থীগণকে অত্র ডিভিশন হতে নির্ধারিত আবেদনপত্রের নমুনা সংগ্রহপূর্বক যথাযথভাবে পূরণ করে শিক্ষাগত যোগ্যতা ও পেশাগত অভিজ্ঞতার সনদপত্র, বাংলাদেশ বার কাউন্সিলে তালিকাভুক্তি, সুপ্রীম কোর্ট বার এসোসিয়েশন এবং সুপ্রীম কোর্টের হাইকোর্ট ডিভিশন/এ্যাপিলেট ডিভিশনে তালিকাভুক্তির সনদপত্রের সত্যায়িত ফটোকপিসহ আবেদনপত্র জমা দিতে হবে।: [583, 976, 929, 1038]
- table-row: বেতন স্কেল: ২৯,০০০-৩৩,৫০০/- টাকা।: [583, 1504, 929, 1517]
- table-row: 16. Place of pre-bid meeting Not applicable.: [12, 890, 546, 907]
- table-row: 6 Invitation for a) Furniture, b) Computer & Accessories, c) MSR, d) Equipments & e) Sports Items.: [964, 398, 1498, 429]
- govt-emblem-icon: [586, 69, 623, 106]
- official-table: [12, 1799, 546, 2047]
- table-row: Pkg. WD-03: Chandpur. Tk. 25.00 lac: [12, 1659, 546, 1690]
- sonali-bank-logo-icon: [585, 670, 628, 714]
- newspaper-logo: The Daily Star: [1314, 4, 1463, 25]
